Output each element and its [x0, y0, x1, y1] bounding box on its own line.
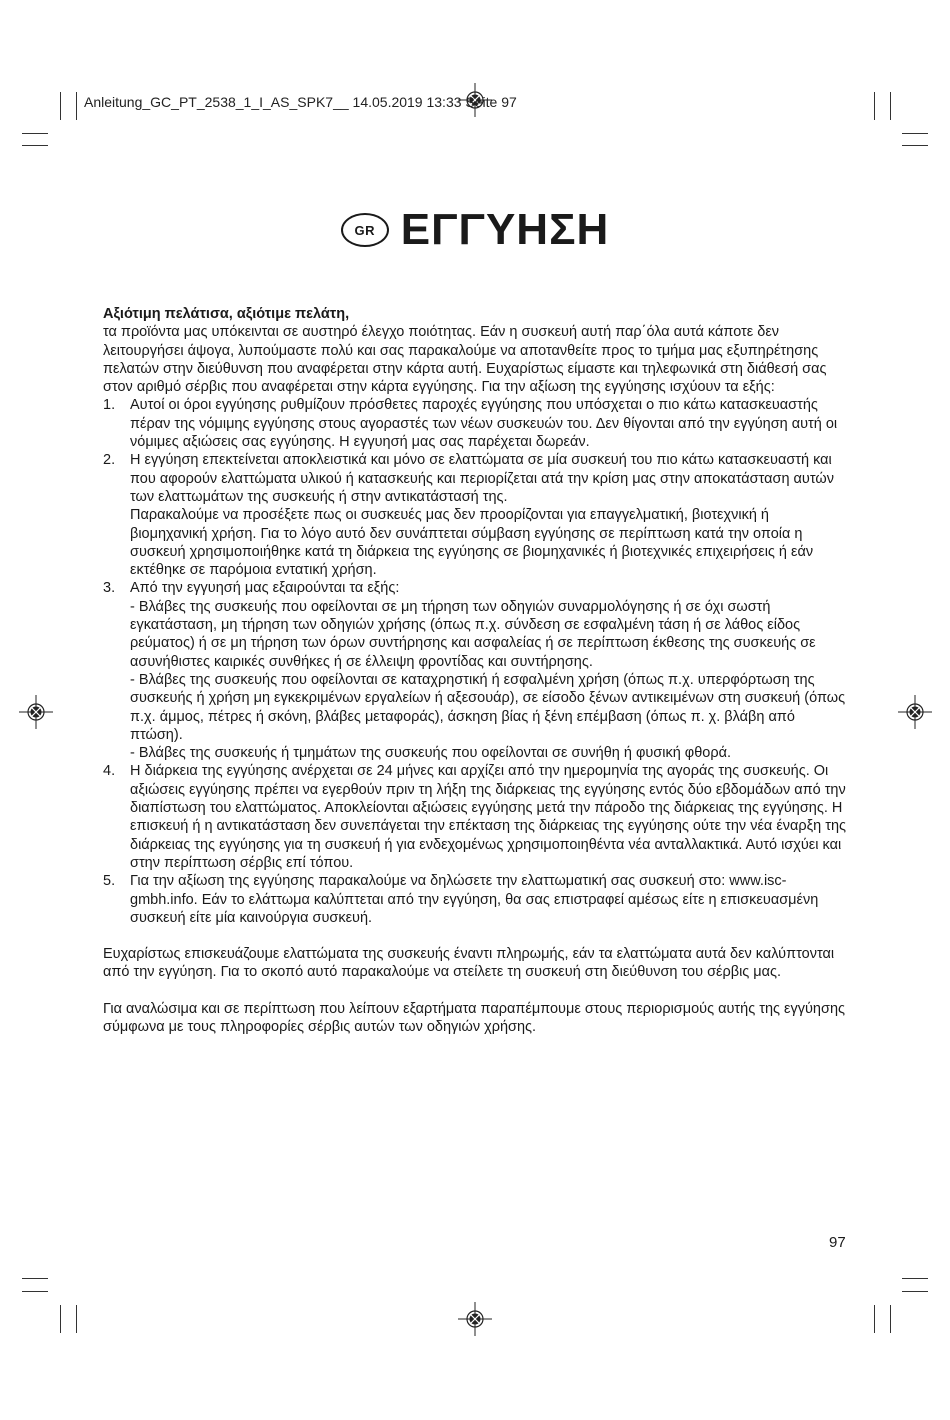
page-number: 97	[829, 1234, 846, 1251]
item-number: 3.	[103, 580, 116, 597]
crop-mark	[874, 1305, 875, 1333]
crop-mark	[76, 92, 77, 120]
warranty-terms-list	[103, 396, 848, 927]
item-text: Αυτοί οι όροι εγγύησης ρυθμίζουν πρόσθετες παροχές εγγύησης που υπόσχεται ο πιο κάτω κατασκευαστής πέραν της νόμιμης εγγύησης στους αγοραστές των νέων συσκευών του. Δεν θίγονται από την εγγύηση αυτή οι νόμιμες αξιώσεις σας εγγύησης. Η εγγυησή μας σας παρέχεται δωρεάν.	[130, 397, 838, 451]
crop-mark	[60, 1305, 61, 1333]
item-text: Για την αξίωση της εγγύησης παρακαλούμε να δηλώσετε την ελαττωματική σας συσκευή στο: www.isc-gmbh.info. Εάν το ελάττωμα καλύπτεται από την εγγύηση, θα σας επιστραφεί αμέσως είτε η επισκευασμένη συσκευή είτε μία καινούργια συσκευή.	[130, 873, 819, 926]
crop-mark	[22, 1278, 48, 1279]
item-number: 2.	[103, 452, 116, 469]
warranty-text	[103, 305, 848, 1036]
exclusion-text: - Βλάβες της συσκευής που οφείλονται σε καταχρηστική ή εσφαλμένη χρήση (όπως π.χ. υπερφόρτωση της συσκευής ή χρήση μη εγκεκριμένων εργαλείων ή αξεσουάρ), σε είσοδο ξένων αντικειμένων στη συσκευή (όπως π.χ. άμμος, πέτρες ή σκόνη, βλάβες μεταφοράς), άσκηση βίας ή ξένη επέμβαση (όπως π. χ. βλάβη από πτώση).	[130, 671, 846, 743]
crop-mark	[22, 1291, 48, 1292]
list-item	[103, 762, 848, 872]
list-item	[103, 872, 848, 927]
item-number: 1.	[103, 397, 116, 414]
list-item	[103, 396, 848, 451]
exclusion-text: - Βλάβες της συσκευής ή τμημάτων της συσκευής που οφείλονται σε συνήθη ή φυσική φθορά.	[130, 745, 731, 762]
crop-mark	[902, 133, 928, 134]
intro-paragraph: τα προϊόντα μας υπόκεινται σε αυστηρό έλεγχο ποιότητας. Εάν η συσκευή αυτή παρ΄όλα αυτά κάποτε δεν λειτουργήσει άψογα, λυπούμαστε πολύ και σας παρακαλούμε να αποτανθείτε προς το τμήμα μας εξυπηρέτησης πελατών στην διεύθυνση που αναφέρεται στην κάρτα αυτή. Ευχαρίστως είμαστε και τηλεφωνικά στη διάθεσή σας στον αριθμό σέρβις που αναφέρεται στην κάρτα εγγύησης. Για την αξίωση της εγγύησης ισχύουν τα εξής:	[103, 324, 827, 396]
crop-mark	[890, 92, 891, 120]
crop-mark	[22, 145, 48, 146]
exclusion-text: - Βλάβες της συσκευής που οφείλονται σε μη τήρηση των οδηγιών συναρμολόγησης ή σε όχι σωστή εγκατάσταση, μη τήρηση των οδηγιών χρήσης (όπως π.χ. σύνδεση σε εσφαλμένη τάση ή σε λάθος είδος ρεύματος) ή σε μη τήρηση των όρων συντήρησης και ασφαλείας ή σε περίπτωση έκθεσης της συσκευής σε ασυνήθιστες καιρικές συνθήκες ή σε έλλειψη φροντίδας και συντήρησης.	[130, 598, 816, 670]
consumables-paragraph: Για αναλώσιμα και σε περίπτωση που λείπουν εξαρτήματα παραπέμπουμε στους περιορισμούς αυτής της εγγύησης σύμφωνα με τους πληροφορίες σέρβις αυτών των οδηγιών χρήσης.	[103, 1000, 845, 1035]
item-number: 5.	[103, 873, 116, 890]
list-item	[103, 451, 848, 579]
list-item	[103, 579, 848, 762]
crop-mark	[902, 145, 928, 146]
page-title: ΕΓΓΥΗΣΗ	[400, 205, 610, 254]
registration-mark-icon	[19, 695, 53, 729]
item-text: Παρακαλούμε να προσέξετε πως οι συσκευές μας δεν προορίζονται για επαγγελματική, βιοτεχνική ή βιομηχανική χρήση. Για το λόγο αυτό δεν συνάπτεται σύμβαση εγγύησης σε περίπτωση κατά την οποία η συσκευή χρησιμοποιήθηκε κατά τη διάρκεια της εγγύησης σε βιομηχανικές ή βιοτεχνικές επιχειρήσεις ή εάν εκτέθηκε σε παρόμοια εντατική χρήση.	[130, 507, 814, 579]
registration-mark-icon	[458, 1302, 492, 1336]
country-badge: GR	[341, 213, 389, 247]
item-text: Η διάρκεια της εγγύησης ανέρχεται σε 24 μήνες και αρχίζει από την ημερομηνία της αγοράς της συσκευής. Οι αξιώσεις εγγύησης πρέπει να εγερθούν πριν τη λήξη της διάρκειας της εγγύησης εντός δύο εβδομάδων από την διαπίστωση του ελαττώματος. Αποκλείονται αξιώσεις εγγύησης μετά την πάροδο της διάρκειας της εγγύησης. Η επισκευή ή η αντικατάσταση δεν συνεπάγεται την επέκταση της διάρκειας της εγγύησης ούτε την νέα έναρξη της διάρκειας της εγγύησης για τη συσκευή ή για ενδεχομένως χρησιμοποιηθέντα νέα ανταλλακτικά. Αυτό ισχύει και στην περίπτωση σέρβις επί τόπου.	[130, 763, 847, 871]
crop-mark	[902, 1278, 928, 1279]
item-number: 4.	[103, 763, 116, 780]
crop-mark	[76, 1305, 77, 1333]
crop-mark	[60, 92, 61, 120]
crop-mark	[902, 1291, 928, 1292]
greeting: Αξιότιμη πελάτισα, αξιότιμε πελάτη,	[103, 306, 350, 322]
file-slug-line: Anleitung_GC_PT_2538_1_I_AS_SPK7__ 14.05.2019 13:33 Seite 97	[84, 94, 517, 110]
paid-repairs-paragraph: Ευχαρίστως επισκευάζουμε ελαττώματα της συσκευής έναντι πληρωμής, εάν τα ελαττώματα αυτά δεν καλύπτονται από την εγγύηση. Για το σκοπό αυτό παρακαλούμε να στείλετε τη συσκευή στη διεύθυνση του σέρβις μας.	[103, 946, 835, 981]
item-text: Η εγγύηση επεκτείνεται αποκλειστικά και μόνο σε ελαττώματα σε μία συσκευή του πιο κάτω κατασκευαστή και που αφορούν ελαττώματα υλικού ή κατασκευής και περιορίζεται ατά την κρίση μας στην αποκατάσταση αυτών των ελαττωμάτων της συσκευής ή στην αντικατάστασή της.	[130, 452, 834, 505]
crop-mark	[890, 1305, 891, 1333]
item-text: Από την εγγυησή μας εξαιρούνται τα εξής:	[130, 580, 400, 597]
crop-mark	[22, 133, 48, 134]
registration-mark-icon	[898, 695, 932, 729]
crop-mark	[874, 92, 875, 120]
title-block	[0, 205, 950, 255]
